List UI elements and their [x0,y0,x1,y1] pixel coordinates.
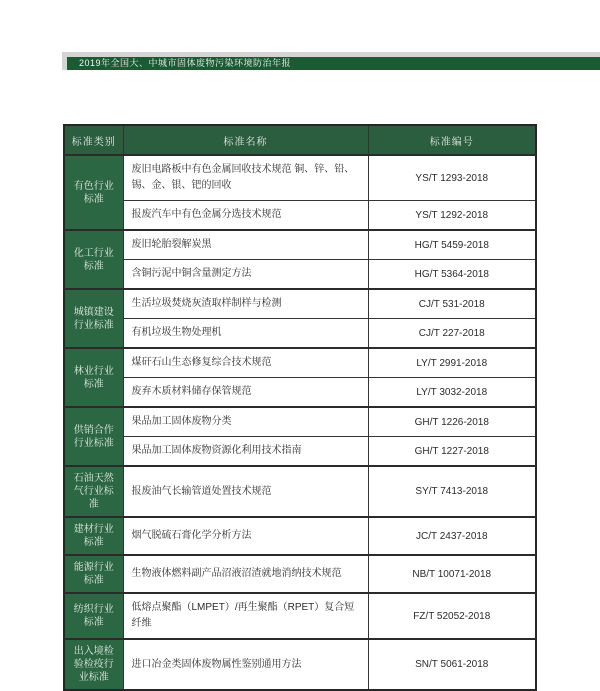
table-row [64,639,536,690]
column-header-code: 标准编号 [368,125,536,155]
category-cell: 建材行业标准 [64,517,123,555]
category-cell: 供销合作行业标准 [64,407,123,466]
standard-name-cell: 生物液体燃料副产品沼液沼渣就地消纳技术规范 [123,555,368,593]
standard-code-cell: GH/T 1227-2018 [368,437,536,467]
standard-name-cell: 报废汽车中有色金属分选技术规范 [123,201,368,231]
table-row [64,289,536,319]
standard-code-cell: LY/T 2991-2018 [368,348,536,378]
category-cell: 城镇建设行业标准 [64,289,123,348]
standard-name-cell: 有机垃圾生物处理机 [123,319,368,349]
category-cell: 出入境检验检疫行业标准 [64,639,123,690]
standard-name-cell: 烟气脱硫石膏化学分析方法 [123,517,368,555]
table-row [64,378,536,408]
table-row [64,517,536,555]
category-cell: 林业行业标准 [64,348,123,407]
standard-code-cell: CJ/T 531-2018 [368,289,536,319]
table-row [64,260,536,290]
standard-name-cell: 生活垃圾焚烧灰渣取样制样与检测 [123,289,368,319]
standard-name-cell: 果品加工固体废物资源化利用技术指南 [123,437,368,467]
report-title: 2019年全国大、中城市固体废物污染环境防治年报 [79,58,292,68]
category-cell: 有色行业标准 [64,155,123,230]
standard-code-cell: HG/T 5459-2018 [368,230,536,260]
standard-code-cell: HG/T 5364-2018 [368,260,536,290]
standard-name-cell: 含铜污泥中铜含量测定方法 [123,260,368,290]
category-cell: 能源行业标准 [64,555,123,593]
standard-name-cell: 废旧电路板中有色金属回收技术规范 铜、锌、铅、锡、金、银、钯的回收 [123,155,368,201]
category-cell: 化工行业标准 [64,230,123,289]
standard-code-cell: SN/T 5061-2018 [368,639,536,690]
table-row [64,437,536,467]
standard-name-cell: 低熔点聚酯（LMPET）/再生聚酯（RPET）复合短纤维 [123,593,368,639]
standard-code-cell: FZ/T 52052-2018 [368,593,536,639]
standard-code-cell: GH/T 1226-2018 [368,407,536,437]
standard-code-cell: JC/T 2437-2018 [368,517,536,555]
table-row [64,319,536,349]
standard-code-cell: YS/T 1293-2018 [368,155,536,201]
standard-name-cell: 废旧轮胎裂解炭黑 [123,230,368,260]
standard-name-cell: 进口冶金类固体废物属性鉴别通用方法 [123,639,368,690]
table-row [64,593,536,639]
table-row [64,407,536,437]
category-cell: 石油天然气行业标准 [64,466,123,517]
standard-code-cell: SY/T 7413-2018 [368,466,536,517]
table-row [64,155,536,201]
standard-name-cell: 报废油气长输管道处置技术规范 [123,466,368,517]
table-row [64,348,536,378]
standard-code-cell: YS/T 1292-2018 [368,201,536,231]
table-row [64,201,536,231]
report-title-banner [67,57,600,70]
standard-code-cell: CJ/T 227-2018 [368,319,536,349]
standards-table-container [63,124,535,691]
table-row [64,230,536,260]
standard-name-cell: 废弃木质材料储存保管规范 [123,378,368,408]
standard-name-cell: 果品加工固体废物分类 [123,407,368,437]
standards-table-header [64,125,536,155]
standards-table-body [64,155,536,690]
standards-table [63,124,537,691]
header-row [64,125,536,155]
standard-code-cell: NB/T 10071-2018 [368,555,536,593]
table-row [64,555,536,593]
category-cell: 纺织行业标准 [64,593,123,639]
standard-name-cell: 煤矸石山生态修复综合技术规范 [123,348,368,378]
standard-code-cell: LY/T 3032-2018 [368,378,536,408]
table-row [64,466,536,517]
column-header-category: 标准类别 [64,125,123,155]
column-header-name: 标准名称 [123,125,368,155]
